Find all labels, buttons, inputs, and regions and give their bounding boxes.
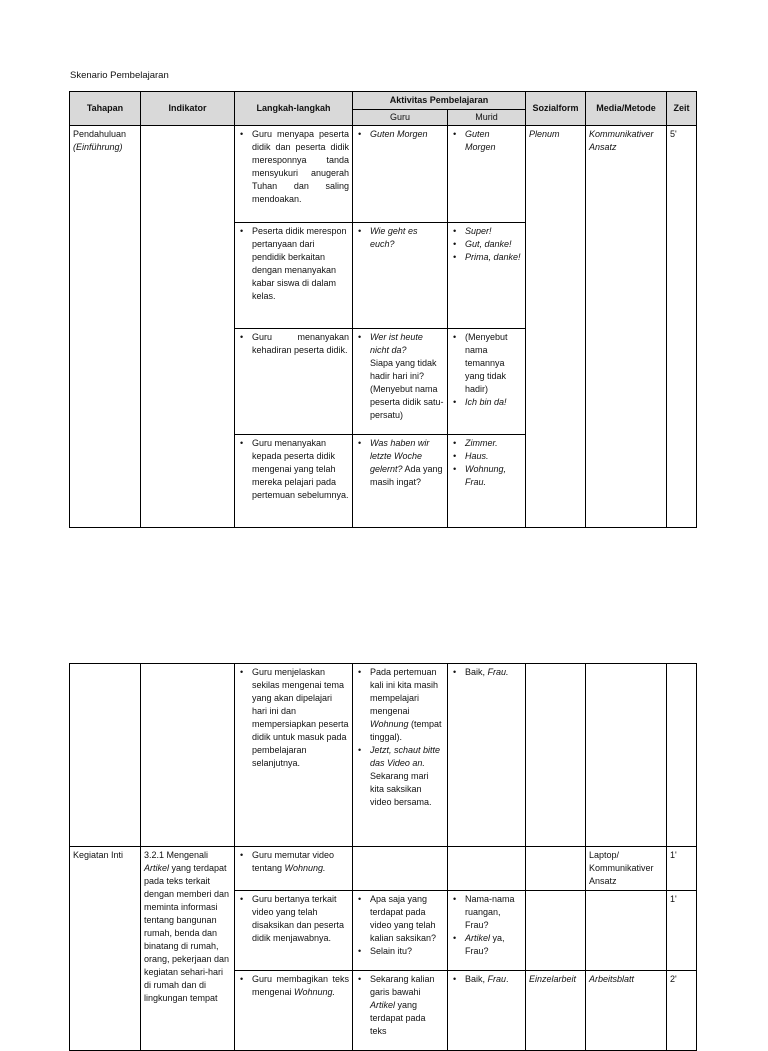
guru-cell [353,126,448,223]
list-item: • Peserta didik merespon pertanyaan dari pendidik berkaitan dengan menanyakan kabar siswa di dalam kelas. [252,225,349,303]
table-row [70,126,697,223]
list-item: • Wie geht es euch? [370,225,444,251]
sozialform-cell: Einzelarbeit [526,971,586,1051]
header-murid: Murid [448,110,526,126]
list-item [465,666,522,679]
text-span: Laptop/ Kommunikativer Ansatz [589,850,654,886]
guru-cell [353,891,448,971]
list-item: • Wohnung, Frau. [465,463,522,489]
langkah-cell [235,126,353,223]
text-span: Artikel [465,933,491,943]
guru-cell [353,435,448,528]
guru-translation: Siapa yang tidak hadir hari ini? (Menyebut nama peserta didik satu-persatu) [370,358,444,420]
tahapan-cell: Kegiatan Inti [70,847,141,1051]
indikator-cell [141,126,235,528]
langkah-cell [235,971,353,1051]
zeit-cell: 5' [667,126,697,528]
murid-cell [448,971,526,1051]
guru-cell [353,329,448,435]
list-item [252,973,349,999]
text-span: Baik, [465,974,488,984]
table-row [70,847,697,891]
media-cell [586,891,667,971]
header-media: Media/Metode [586,92,667,126]
guru-cell [353,971,448,1051]
murid-cell [448,223,526,329]
text-span: Wohnung [370,719,409,729]
list-item: • Super! [465,225,522,238]
guru-cell [353,223,448,329]
murid-cell [448,435,526,528]
header-tahapan: Tahapan [70,92,141,126]
guru-cell [353,847,448,891]
list-item: • Ich bin da! [465,396,522,409]
murid-cell [448,126,526,223]
sozialform-cell: Plenum [526,126,586,528]
list-item: • Prima, danke! [465,251,522,264]
list-item: • Nama-nama ruangan, Frau? [465,893,522,932]
media-cell: Arbeitsblatt [586,971,667,1051]
text-span: ya, Frau? [465,933,505,956]
murid-cell [448,891,526,971]
list-item [370,437,444,489]
text-span: Pada pertemuan kali ini kita masih mempelajari mengenai [370,667,439,716]
list-item: • Guten Morgen [465,128,522,154]
langkah-cell [235,223,353,329]
text-span: Artikel [370,1000,396,1010]
media-cell [586,664,667,847]
guru-question: Was haben wir letzte Woche gelernt? [370,438,430,474]
list-item: • Guru menyapa peserta didik dan peserta didik meresponnya tanda mensyukuri anugerah Tuhan dan saling mendoakan. [252,128,349,206]
guru-cell [353,664,448,847]
list-item: • Apa saja yang terdapat pada video yang telah kalian saksikan? [370,893,444,945]
zeit-cell [667,664,697,847]
sozialform-cell [526,891,586,971]
list-item [370,666,444,744]
text-span: Sekarang mari kita saksikan video bersama. [370,771,432,807]
media-cell: Kommunikativer Ansatz [586,126,667,528]
text-span: Wohnung. [284,863,326,873]
murid-cell [448,329,526,435]
murid-cell [448,664,526,847]
list-item: • (Menyebut nama temannya yang tidak hadir) [465,331,522,396]
murid-cell [448,847,526,891]
text-span: Frau. [487,667,509,677]
indikator-cell [141,664,235,847]
document-title: Skenario Pembelajaran [70,70,169,81]
text-span: Guru memutar video tentang [252,850,335,873]
tahapan-cell [70,664,141,847]
list-item: • Guru menanyakan kehadiran peserta didik. [252,331,349,357]
lesson-table-page-1 [69,91,697,528]
list-item [370,744,444,809]
header-sozialform: Sozialform [526,92,586,126]
langkah-cell [235,891,353,971]
text-span: Frau [487,974,507,984]
guru-translation: Ada yang masih ingat? [370,464,443,487]
list-item: • Guru menanyakan kepada peserta didik mengenai yang telah mereka pelajari pada pertemuan sebelumnya. [252,437,349,502]
zeit-cell: 1' [667,847,697,891]
tahapan-cell [70,126,141,528]
zeit-cell: 2' [667,971,697,1051]
sozialform-cell [526,664,586,847]
langkah-cell [235,847,353,891]
text-span: Guru membagikan teks mengenai [252,974,349,997]
lesson-table-page-2 [69,663,697,1051]
list-item: • Guten Morgen [370,128,444,141]
langkah-cell [235,664,353,847]
text-span: 3.2.1 Mengenali [144,850,209,860]
text-span: yang terdapat pada teks terkait dengan memberi dan meminta informasi tentang bangunan rumah, benda dan binatang di rumah, orang, pekerjaan dan kegiatan sehari-hari di rumah dan di lingkungan tempat [144,863,230,1003]
header-aktivitas: Aktivitas Pembelajaran [353,92,526,110]
text-span: (tempat tinggal). [370,719,442,742]
text-span: Baik, [465,667,488,677]
text-span: Artikel [144,863,170,873]
header-guru: Guru [353,110,448,126]
list-item [465,932,522,958]
table-row [70,664,697,847]
list-item: • Guru menjelaskan sekilas mengenai tema yang akan dipelajari hari ini dan mempersiapkan peserta didik untuk masuk pada pembelajaran selanjutnya. [252,666,349,770]
sozialform-cell [526,847,586,891]
text-span: . [506,974,509,984]
header-zeit: Zeit [667,92,697,126]
header-indikator: Indikator [141,92,235,126]
guru-question: Wer ist heute nicht da? [370,332,423,355]
list-item [370,973,444,1038]
langkah-cell [235,329,353,435]
text-span: Jetzt, schaut bitte das Video an. [370,745,441,768]
list-item: • Haus. [465,450,522,463]
langkah-cell [235,435,353,528]
indikator-cell [141,847,235,1051]
list-item: • Selain itu? [370,945,444,958]
list-item: • Zimmer. [465,437,522,450]
list-item [465,973,522,986]
list-item: • Gut, danke! [465,238,522,251]
media-cell [586,847,667,891]
text-span: Wohnung. [294,987,336,997]
tahapan-sublabel: (Einführung) [73,142,123,152]
list-item [252,849,349,875]
text-span: yang terdapat pada teks [370,1000,426,1036]
tahapan-label: Pendahuluan [73,129,127,139]
header-langkah: Langkah-langkah [235,92,353,126]
text-span: Sekarang kalian garis bawahi [370,974,435,997]
zeit-cell: 1' [667,891,697,971]
list-item: • Guru bertanya terkait video yang telah disaksikan dan peserta didik menjawabnya. [252,893,349,945]
list-item [370,331,444,422]
